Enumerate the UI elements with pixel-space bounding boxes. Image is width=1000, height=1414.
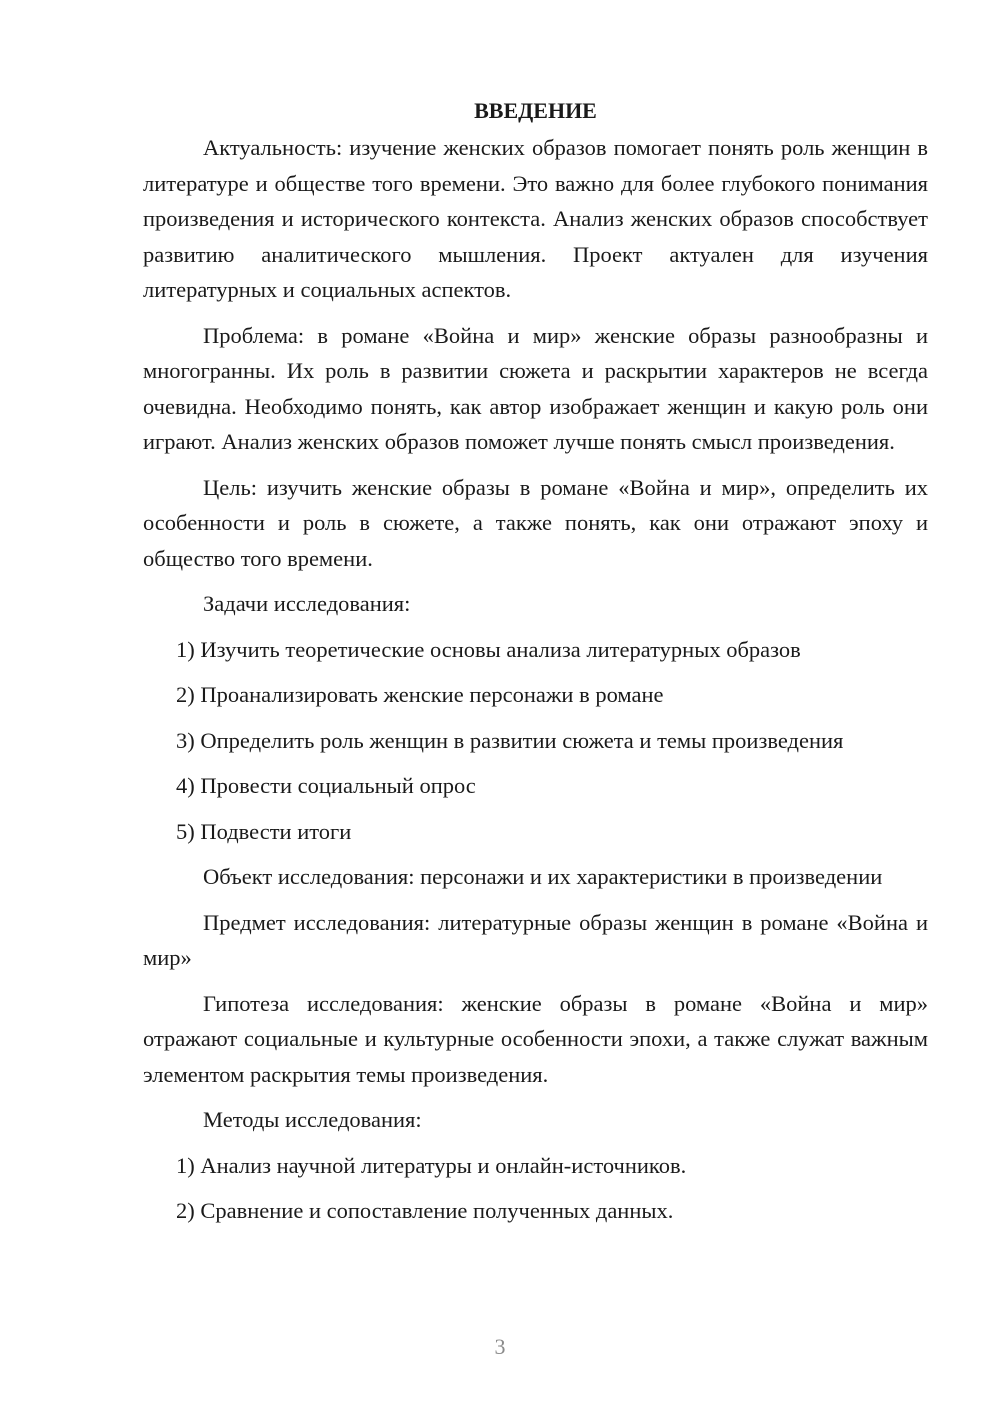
page-number: 3 — [494, 1334, 506, 1359]
task-item: 1) Изучить теоретические основы анализа литературных образов — [176, 636, 801, 662]
document-page — [143, 93, 928, 1239]
tasks-label: Задачи исследования: — [203, 591, 411, 616]
method-item: 2) Сравнение и сопоставление полученных данных. — [176, 1198, 674, 1223]
relevance-paragraph: Актуальность: изучение женских образов помогает понять роль женщин в литературе и обществе того времени. Это важно для более глубокого понимания произведения и исторического контекста. Анализ женских образов способствует развитию аналитического мышления. Проект актуален для изучения литературных и социальных аспектов. — [143, 135, 928, 302]
methods-label: Методы исследования: — [203, 1107, 422, 1132]
method-item: 1) Анализ научной литературы и онлайн-источников. — [176, 1152, 687, 1178]
task-item: 4) Провести социальный опрос — [176, 773, 476, 798]
task-item: 5) Подвести итоги — [176, 818, 352, 844]
task-item: 3) Определить роль женщин в развитии сюжета и темы произведения — [176, 727, 844, 753]
task-item: 2) Проанализировать женские персонажи в романе — [176, 682, 664, 707]
object-paragraph: Объект исследования: персонажи и их характеристики в произведении — [203, 864, 883, 889]
hypothesis-paragraph: Гипотеза исследования: женские образы в романе «Война и мир» отражают социальные и культурные особенности эпохи, а также служат важным элементом раскрытия темы произведения. — [143, 990, 928, 1087]
problem-paragraph: Проблема: в романе «Война и мир» женские образы разнообразны и многогранны. Их роль в развитии сюжета и раскрытии характеров не всегда очевидна. Необходимо понять, как автор изображает женщин и какую роль они играют. Анализ женских образов поможет лучше понять смысл произведения. — [143, 322, 928, 454]
section-heading: ВВЕДЕНИЕ — [474, 98, 597, 123]
goal-paragraph: Цель: изучить женские образы в романе «Война и мир», определить их особенности и роль в сюжете, а также понять, как они отражают эпоху и общество того времени. — [143, 474, 928, 571]
subject-paragraph: Предмет исследования: литературные образы женщин в романе «Война и мир» — [143, 909, 928, 970]
